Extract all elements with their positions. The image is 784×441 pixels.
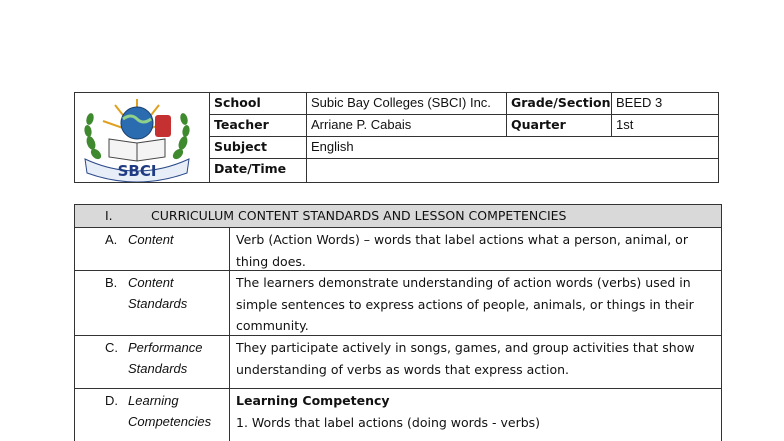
row-text: The learners demonstrate understanding of action words (verbs) used in simple sentences to express actions of people, animals, or things in their community. [236,275,694,333]
row-letter: A. [105,232,118,247]
row-name: Content [128,232,174,247]
value-teacher: Arriane P. Cabais [307,115,507,136]
curriculum-table [74,204,722,441]
row-content [75,228,721,271]
value-datetime [307,159,718,182]
value-quarter: 1st [616,117,634,132]
section-number: I. [105,208,113,223]
header-row-teacher [210,115,718,137]
header-row-school [210,93,718,115]
lesson-info-table [74,92,719,183]
row-name: Content Standards [128,275,188,311]
row-content-standards [75,271,721,336]
label-school: School [210,93,307,114]
header-row-datetime [210,159,718,182]
value-grade-section: BEED 3 [616,95,663,110]
row-name: Learning Competencies [128,393,212,429]
row-letter: C. [105,340,118,355]
row-text: They participate actively in songs, games, and group activities that show understanding of verbs as words that express action. [236,340,695,377]
competency-heading: Learning Competency [236,393,390,408]
value-school: Subic Bay Colleges (SBCI) Inc. [307,93,507,114]
value-subject: English [311,139,354,154]
row-name: Performance Standards [128,340,203,376]
section-title-row [75,205,721,228]
label-datetime: Date/Time [210,159,307,182]
logo-cell [75,93,210,182]
row-letter: B. [105,275,118,290]
competency-item: 1. Words that label actions (doing words - verbs) [236,414,541,430]
label-quarter: Quarter [507,115,612,136]
row-learning-competencies [75,389,721,441]
label-teacher: Teacher [210,115,307,136]
label-grade-section: Grade/Section [507,93,612,114]
row-performance-standards [75,336,721,389]
row-letter: D. [105,393,118,408]
svg-text:SBCI: SBCI [117,162,157,180]
sbci-logo [75,93,210,182]
header-row-subject [210,137,718,159]
section-title: CURRICULUM CONTENT STANDARDS AND LESSON COMPETENCIES [151,208,567,223]
row-text: Verb (Action Words) – words that label actions what a person, animal, or thing does. [236,232,688,269]
label-subject: Subject [210,137,307,158]
